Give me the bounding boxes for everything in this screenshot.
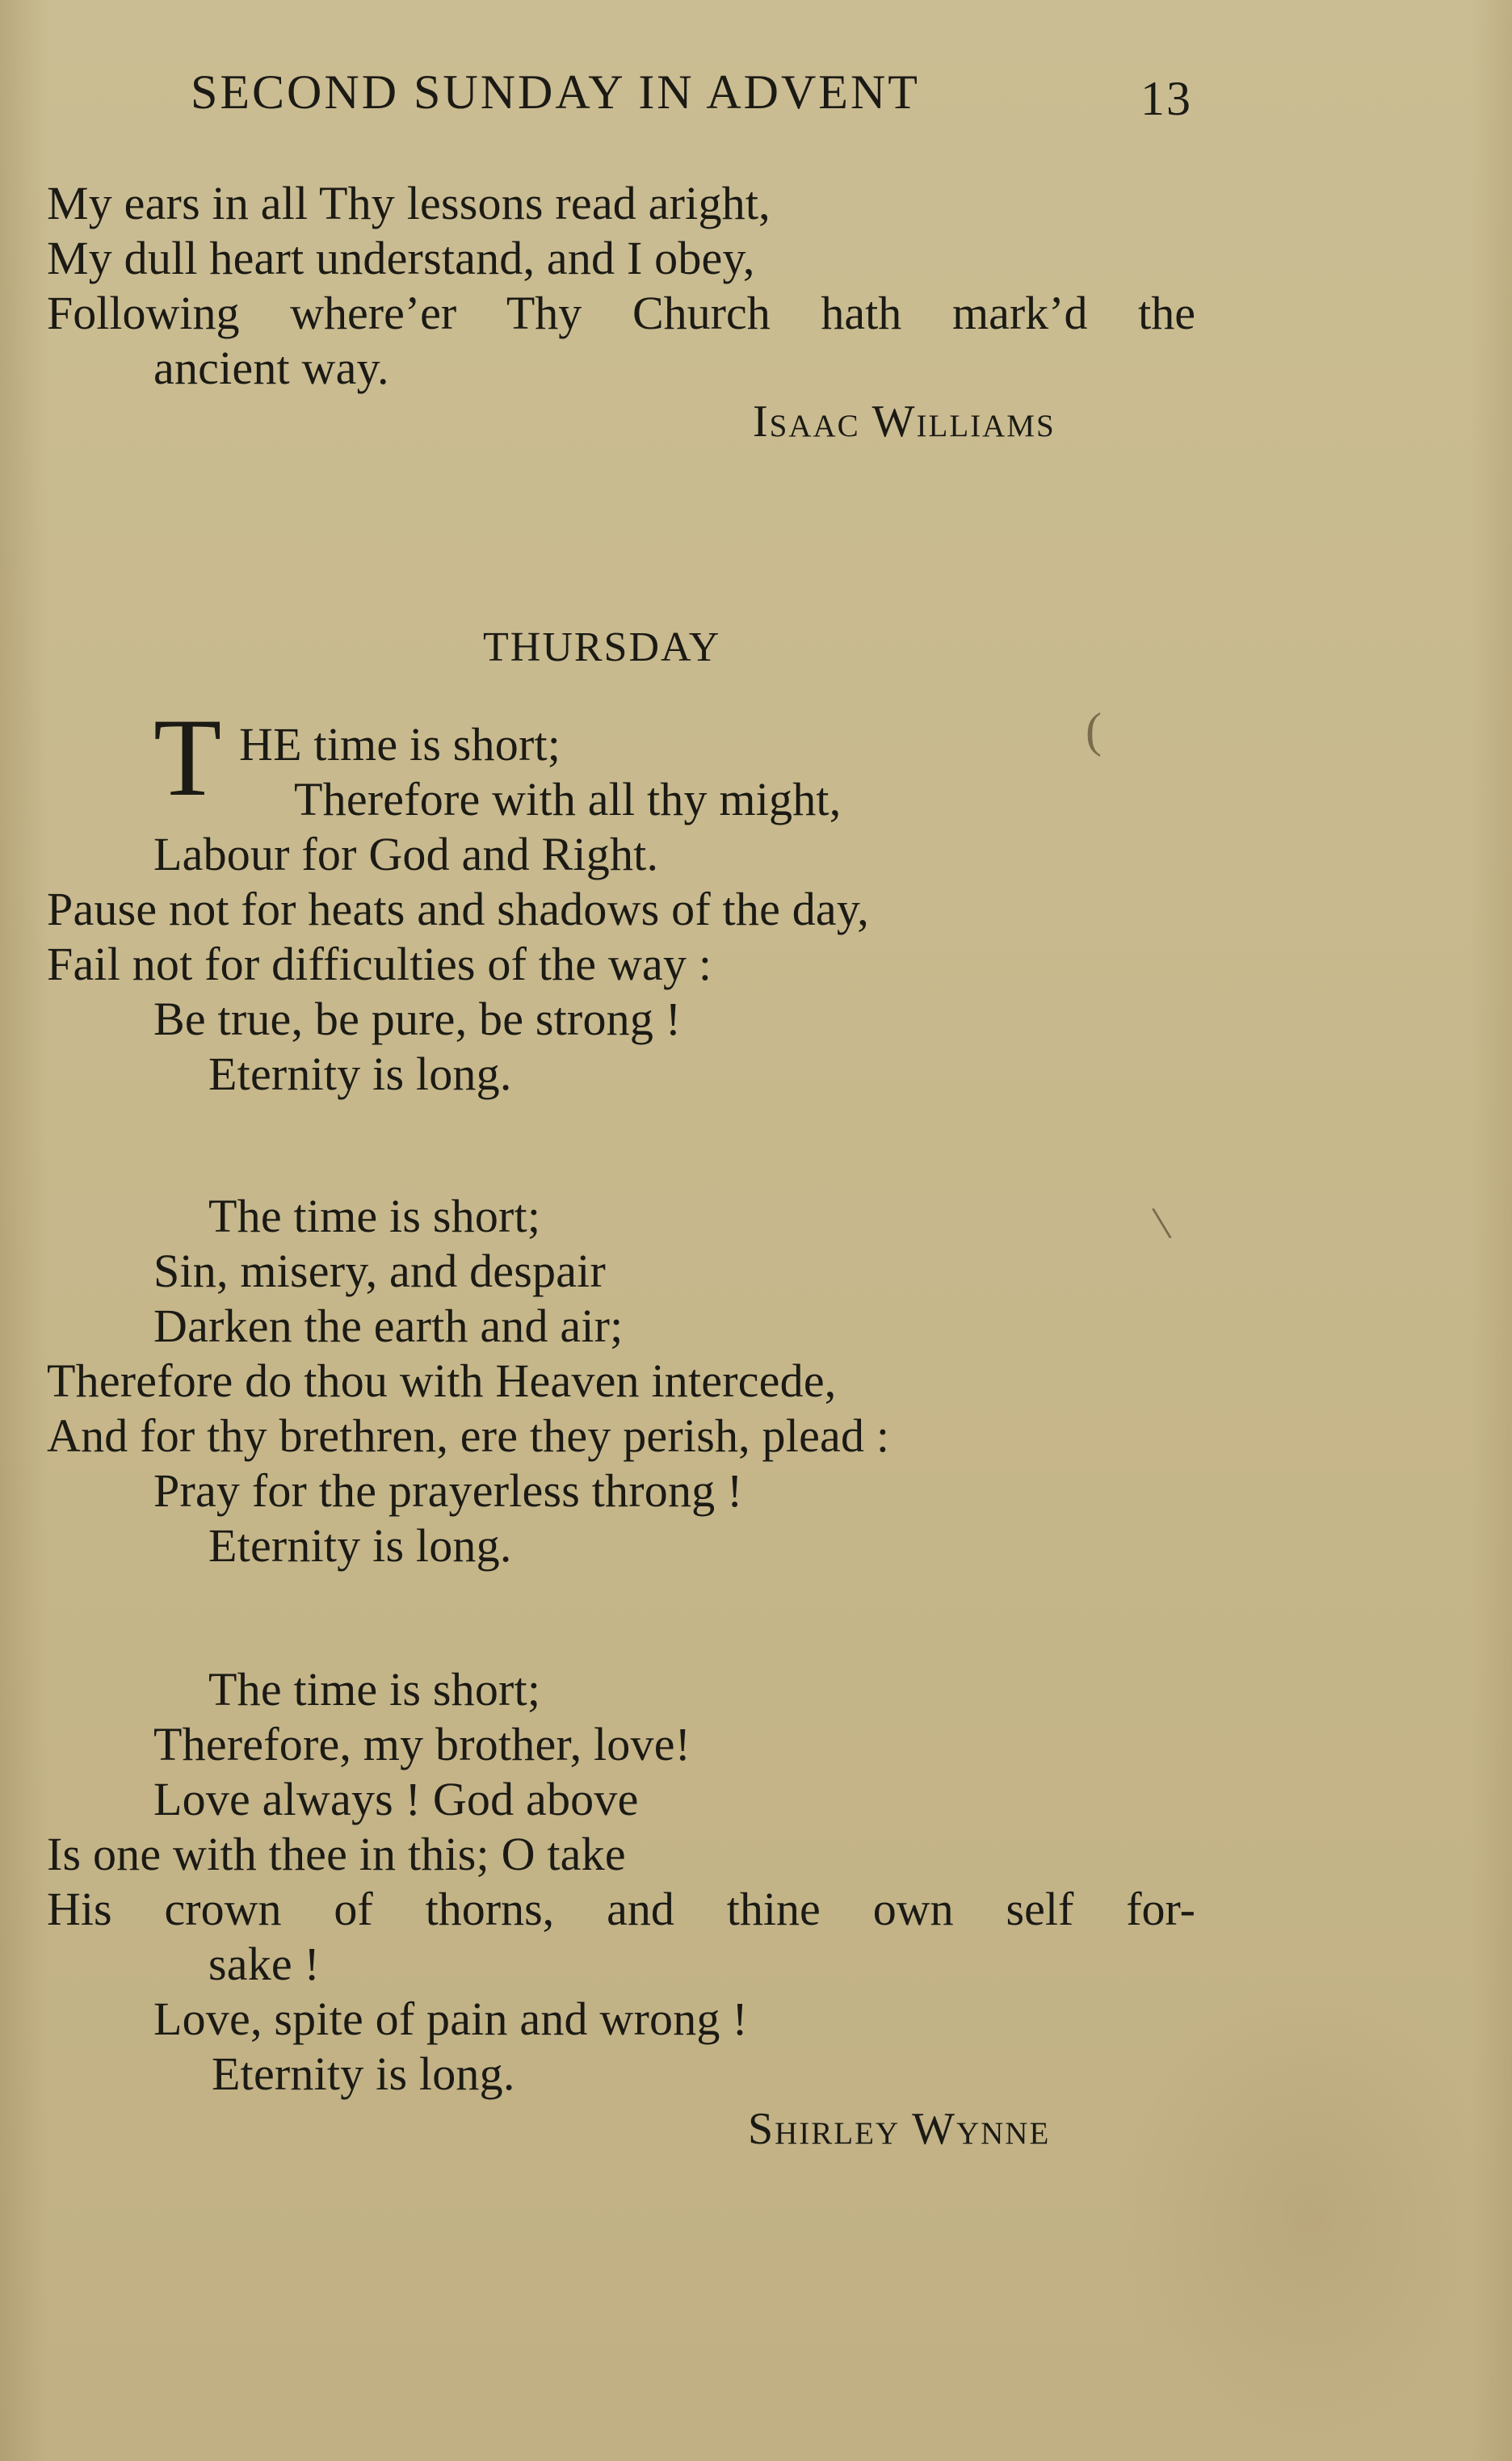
poem-line: ancient way. xyxy=(153,342,389,394)
drop-cap: T xyxy=(153,695,222,819)
ink-mark: ( xyxy=(1086,703,1102,757)
poem-line: Therefore, my brother, love! xyxy=(153,1718,691,1770)
poem-line: Therefore with all thy might, xyxy=(294,773,842,825)
poem-line: Eternity is long. xyxy=(208,1048,512,1100)
running-header: SECOND SUNDAY IN ADVENT xyxy=(191,65,920,119)
poem-line: And for thy brethren, ere they perish, plead : xyxy=(47,1409,890,1462)
poem-line: Be true, be pure, be strong ! xyxy=(153,993,682,1045)
poem-line: Darken the earth and air; xyxy=(153,1300,624,1352)
poem-line: HE time is short; xyxy=(239,718,561,771)
poem-line: My dull heart understand, and I obey, xyxy=(47,232,755,284)
page-number: 13 xyxy=(1140,72,1192,125)
author-attribution: Isaac Williams xyxy=(753,397,1056,447)
poem-line: My ears in all Thy lessons read aright, xyxy=(47,177,771,229)
poem-line: His crown of thorns, and thine own self for- xyxy=(47,1883,1195,1935)
poem-line: Love always ! God above xyxy=(153,1773,639,1825)
poem-line: Eternity is long. xyxy=(212,2047,515,2100)
poem-line: Labour for God and Right. xyxy=(153,828,659,880)
poem-line: Pause not for heats and shadows of the day, xyxy=(47,883,869,935)
poem-line: sake ! xyxy=(208,1938,321,1990)
poem-line: Pray for the prayerless throng ! xyxy=(153,1464,743,1517)
poem-line: Following where’er Thy Church hath mark’d the xyxy=(47,287,1195,339)
poem-line: The time is short; xyxy=(208,1190,541,1242)
poem-line: Sin, misery, and despair xyxy=(153,1245,606,1297)
poem-line: Eternity is long. xyxy=(208,1519,512,1572)
poem-line: Is one with thee in this; O take xyxy=(47,1828,626,1880)
section-heading: THURSDAY xyxy=(483,624,721,670)
ink-mark: \ xyxy=(1149,1195,1174,1251)
paper-stain xyxy=(1115,1971,1502,2455)
poem-line: Love, spite of pain and wrong ! xyxy=(153,1993,748,2045)
poem-line: The time is short; xyxy=(208,1663,541,1716)
author-attribution: Shirley Wynne xyxy=(748,2104,1051,2154)
poem-line: Therefore do thou with Heaven intercede, xyxy=(47,1354,837,1407)
poem-line: Fail not for difficulties of the way : xyxy=(47,938,712,990)
